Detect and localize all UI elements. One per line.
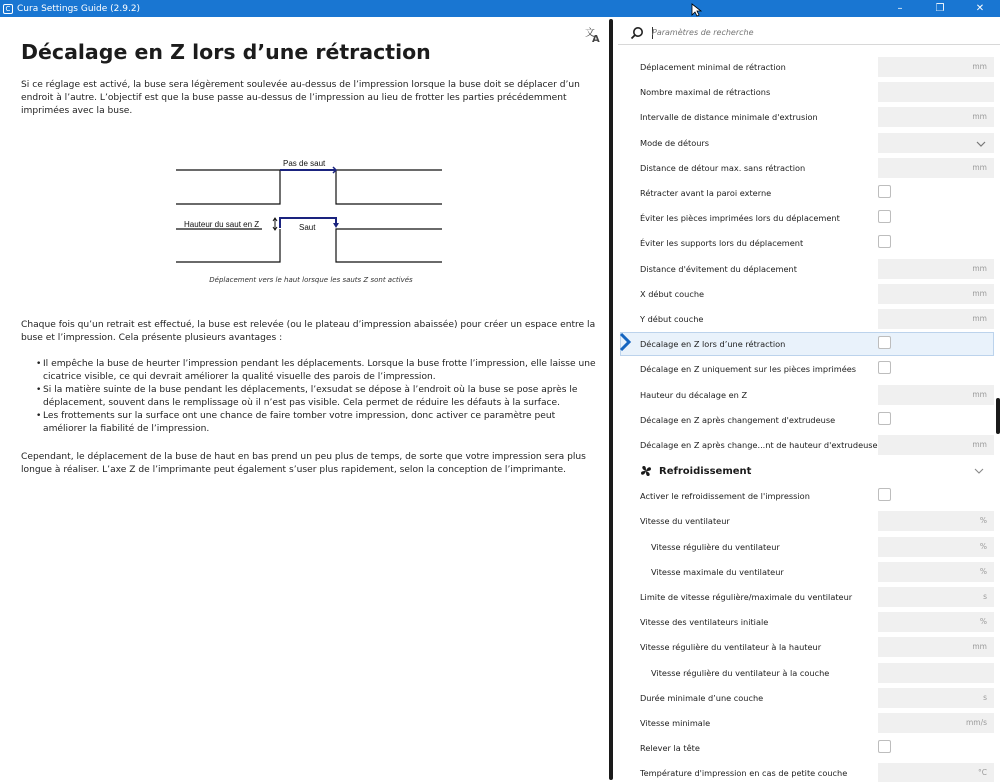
setting-input[interactable]: mm <box>878 57 994 77</box>
setting-label: Vitesse régulière du ventilateur <box>651 541 780 552</box>
setting-row[interactable] <box>618 105 996 129</box>
setting-input[interactable]: % <box>878 537 994 557</box>
setting-input[interactable]: mm <box>878 385 994 405</box>
selected-row-marker-icon <box>618 333 632 351</box>
setting-label: Relever la tête <box>640 743 700 754</box>
mouse-cursor-icon <box>691 3 703 17</box>
pane-splitter[interactable] <box>606 17 618 782</box>
search-icon <box>630 26 644 40</box>
window-title: Cura Settings Guide (2.9.2) <box>17 3 141 14</box>
setting-checkbox[interactable] <box>878 740 891 753</box>
setting-checkbox[interactable] <box>878 185 891 198</box>
setting-label: Vitesse des ventilateurs initiale <box>640 617 769 628</box>
setting-dropdown[interactable] <box>878 133 994 153</box>
setting-row[interactable] <box>618 257 996 281</box>
fan-icon <box>640 465 652 477</box>
setting-label: X début couche <box>640 288 705 299</box>
setting-row[interactable] <box>618 131 996 155</box>
setting-label: Hauteur du décalage en Z <box>640 389 748 400</box>
figure-label-hop-height: Hauteur du saut en Z <box>184 220 260 229</box>
setting-label: Température d'impression en cas de petite couche <box>640 768 848 779</box>
figure-caption: Déplacement vers le haut lorsque les sauts Z sont activés <box>209 276 413 284</box>
setting-row[interactable] <box>618 307 996 331</box>
setting-row[interactable] <box>618 408 996 432</box>
svg-text:文: 文 <box>585 28 595 39</box>
figure-label-no-hop: Pas de saut <box>283 159 326 168</box>
setting-row[interactable] <box>618 206 996 230</box>
setting-label: Décalage en Z après change...nt de hauteur d'extrudeuse <box>640 440 878 450</box>
setting-label: Vitesse régulière du ventilateur à la couche <box>651 667 830 678</box>
setting-input[interactable]: mm <box>878 637 994 657</box>
setting-input[interactable]: °C <box>878 763 994 782</box>
setting-label: Éviter les supports lors du déplacement <box>640 238 804 249</box>
setting-input[interactable]: mm/s <box>878 713 994 733</box>
setting-row[interactable] <box>618 761 996 782</box>
setting-row[interactable] <box>618 560 996 584</box>
article-pane <box>0 17 606 782</box>
setting-row[interactable] <box>618 55 996 79</box>
setting-checkbox[interactable] <box>878 488 891 501</box>
setting-row[interactable] <box>618 383 996 407</box>
setting-input[interactable]: mm <box>878 107 994 127</box>
z-hop-diagram <box>170 137 446 272</box>
setting-row[interactable] <box>618 231 996 255</box>
title-bar <box>0 0 1000 17</box>
setting-row[interactable] <box>618 736 996 760</box>
setting-label: Décalage en Z uniquement sur les pièces imprimées <box>640 364 857 375</box>
setting-input[interactable]: % <box>878 511 994 531</box>
body-paragraph: Chaque fois qu’un retrait est effectué, la buse est relevée (ou le plateau d’impression abaissée) pour créer un espace entre la buse et l’impression. Cela présente plusieurs avantages : <box>21 320 596 343</box>
setting-row[interactable] <box>618 535 996 559</box>
figure-label-hop: Saut <box>299 223 316 232</box>
setting-row[interactable] <box>618 282 996 306</box>
list-item: • Il empêche la buse de heurter l’impression pendant les déplacements. Lorsque la buse frotte l’impression, elle laisse une cicatrice visible, ce qui devrait améliorer la qualité visuelle des parois de l’impression. <box>36 358 596 384</box>
translate-icon[interactable] <box>584 25 602 43</box>
svg-text:A: A <box>592 34 600 43</box>
setting-label: Rétracter avant la paroi externe <box>640 188 772 198</box>
chevron-down-icon <box>976 139 986 149</box>
minimize-button[interactable]: – <box>897 3 903 14</box>
setting-label: Distance de détour max. sans rétraction <box>640 162 806 173</box>
setting-label: Déplacement minimal de rétraction <box>640 62 786 72</box>
scroll-handle[interactable] <box>996 398 1000 434</box>
splitter-handle[interactable] <box>609 19 613 780</box>
setting-label: Vitesse maximale du ventilateur <box>651 566 784 577</box>
setting-checkbox[interactable] <box>878 210 891 223</box>
setting-row[interactable] <box>618 433 996 457</box>
setting-input[interactable]: s <box>878 688 994 708</box>
setting-checkbox[interactable] <box>878 235 891 248</box>
setting-input[interactable]: s <box>878 587 994 607</box>
setting-checkbox[interactable] <box>878 412 891 425</box>
setting-label: Décalage en Z après changement d'extrudeuse <box>640 414 836 425</box>
setting-input[interactable]: mm <box>878 259 994 279</box>
setting-label: Distance d'évitement du déplacement <box>640 263 797 274</box>
setting-label: Mode de détours <box>640 137 710 148</box>
setting-label: Intervalle de distance minimale d'extrusion <box>640 112 818 123</box>
setting-row[interactable] <box>618 661 996 685</box>
chevron-down-icon <box>974 467 984 475</box>
setting-row[interactable] <box>618 509 996 533</box>
setting-row[interactable] <box>618 635 996 659</box>
setting-input[interactable]: % <box>878 612 994 632</box>
setting-label: Vitesse du ventilateur <box>640 516 730 527</box>
list-item: • Les frottements sur la surface ont une chance de faire tomber votre impression, donc activer ce paramètre peut améliorer la fiabilité de l’impression. <box>36 410 596 436</box>
close-button[interactable]: ✕ <box>975 3 985 14</box>
search-bar <box>618 21 1000 45</box>
advantages-list <box>36 358 596 436</box>
app-icon: C <box>3 4 13 14</box>
setting-input[interactable]: % <box>878 562 994 582</box>
section-cooling[interactable] <box>618 458 996 484</box>
setting-input[interactable]: mm <box>878 284 994 304</box>
settings-pane <box>618 17 1000 782</box>
list-item: • Si la matière suinte de la buse pendant les déplacements, l’exsudat se dépose à l’endroit où la buse se pose après le déplacement, souvent dans le remplissage où il n’est pas visible. Cela permet de réduire les défauts à la surface. <box>36 384 596 410</box>
setting-row[interactable] <box>620 332 994 356</box>
setting-label: Durée minimale d’une couche <box>640 692 764 703</box>
intro-paragraph: Si ce réglage est activé, la buse sera légèrement soulevée au-dessus de l’impression lorsque la buse doit se déplacer d’un endroit à l’autre. L’objectif est que la buse passe au-dessus de l’impression au lieu de frotter les parties précédemment imprimées avec la buse. <box>21 80 580 116</box>
setting-label: Limite de vitesse régulière/maximale du ventilateur <box>640 592 853 602</box>
setting-label: Éviter les pièces imprimées lors du déplacement <box>640 213 840 224</box>
setting-label: Nombre maximal de rétractions <box>640 87 771 98</box>
closing-paragraph: Cependant, le déplacement de la buse de haut en bas prend un peu plus de temps, de sorte que votre impression sera plus longue à réaliser. L’axe Z de l’imprimante peut également s’user plus rapidement, selon la conception de l’imprimante. <box>21 452 586 475</box>
setting-row[interactable] <box>618 80 996 104</box>
restore-button[interactable]: ❐ <box>935 3 945 14</box>
setting-label: Y début couche <box>640 314 704 324</box>
setting-checkbox[interactable] <box>878 361 891 374</box>
setting-input[interactable] <box>878 663 994 683</box>
setting-label: Décalage en Z lors d’une rétraction <box>640 339 786 350</box>
setting-input[interactable]: mm <box>878 309 994 329</box>
setting-checkbox[interactable] <box>878 336 891 349</box>
setting-row[interactable] <box>618 156 996 180</box>
setting-label: Vitesse minimale <box>640 718 711 728</box>
setting-input[interactable] <box>878 82 994 102</box>
setting-label: Vitesse régulière du ventilateur à la hauteur <box>640 642 822 653</box>
setting-row[interactable] <box>618 484 996 508</box>
section-label: Refroidissement <box>659 465 752 477</box>
setting-row[interactable] <box>618 686 996 710</box>
setting-row[interactable] <box>618 181 996 205</box>
page-title: Décalage en Z lors d’une rétraction <box>21 40 431 64</box>
setting-label: Activer le refroidissement de l'impression <box>640 491 810 502</box>
setting-row[interactable] <box>618 711 996 735</box>
search-input[interactable] <box>652 28 1000 37</box>
setting-row[interactable] <box>618 357 996 381</box>
setting-row[interactable] <box>618 585 996 609</box>
setting-input[interactable]: mm <box>878 435 994 455</box>
setting-row[interactable] <box>618 610 996 634</box>
setting-input[interactable]: mm <box>878 158 994 178</box>
